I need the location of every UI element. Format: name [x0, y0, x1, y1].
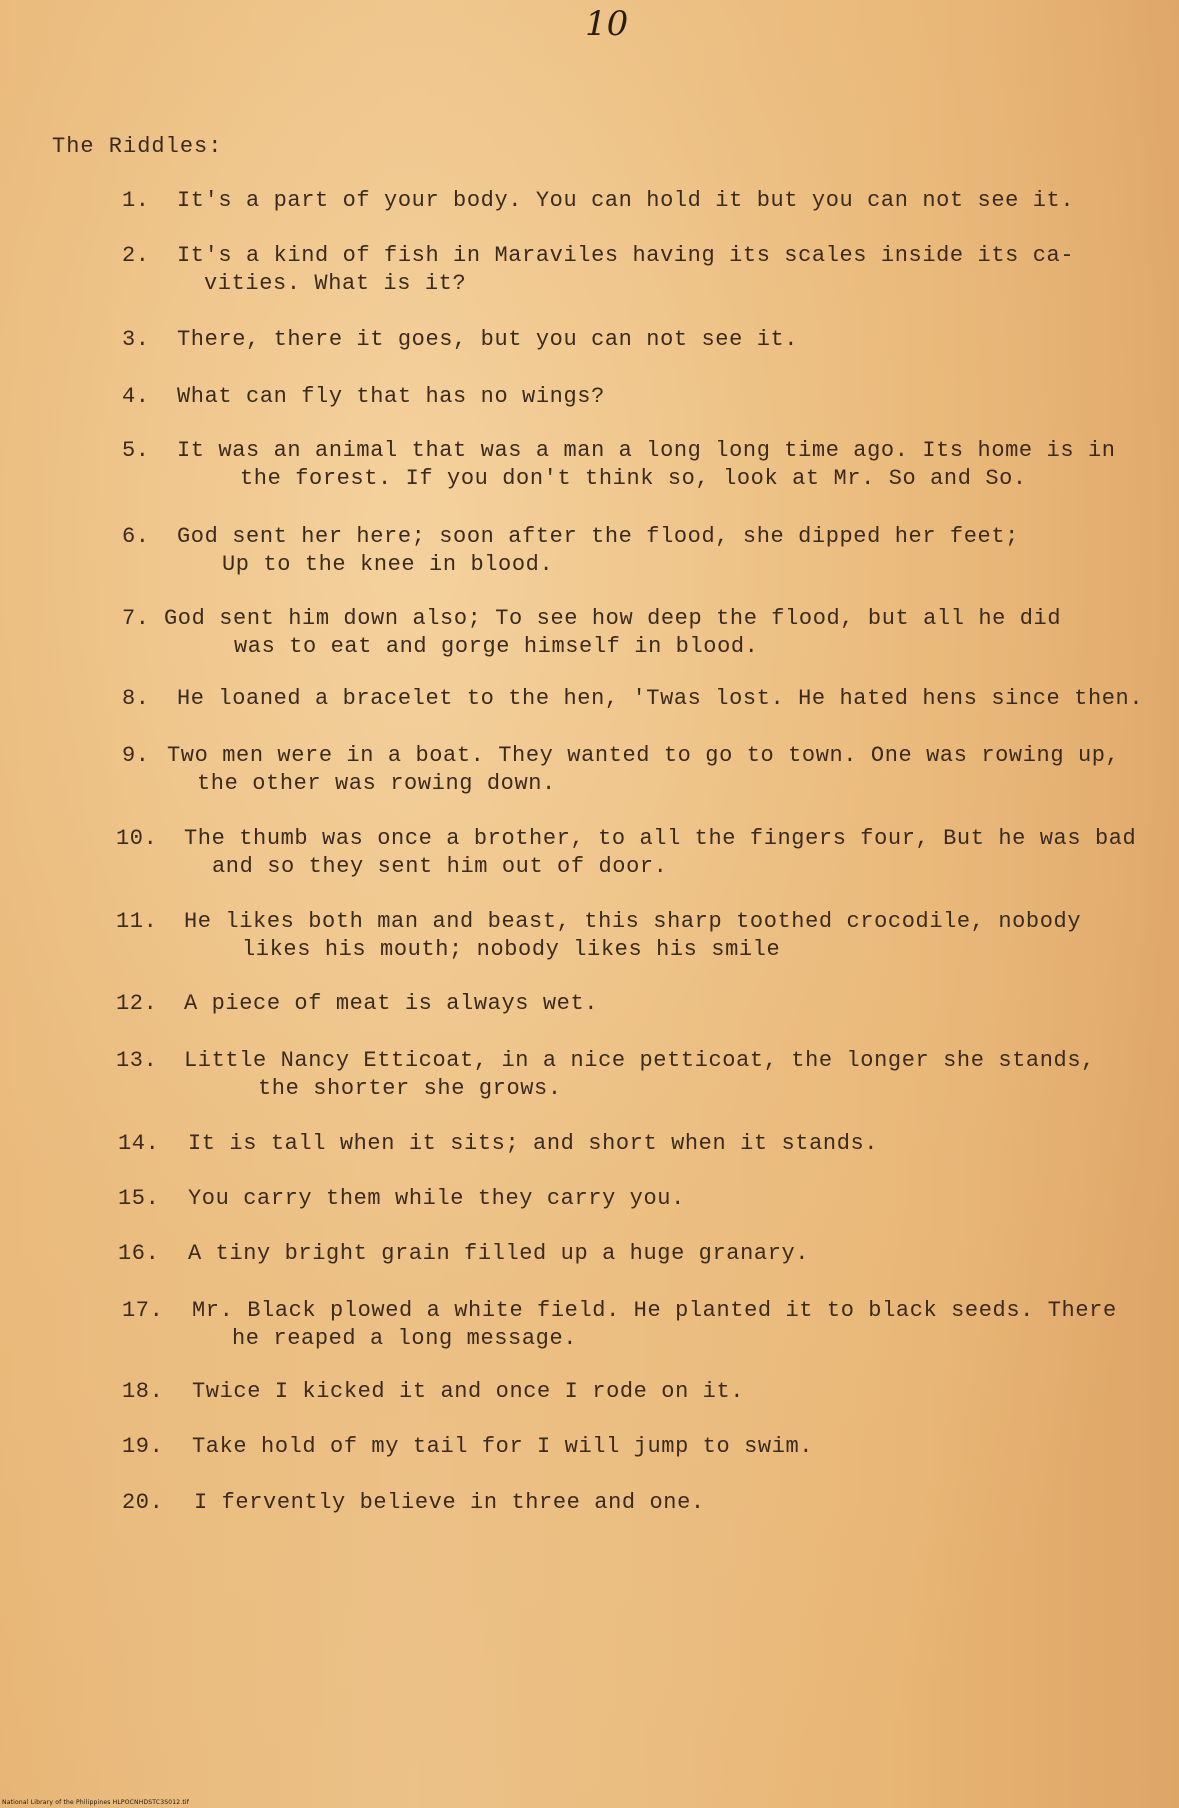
riddle-number: 5. — [122, 438, 150, 463]
riddle-text: The thumb was once a brother, to all the fingers four, But he was bad — [184, 826, 1137, 851]
riddle-text: I fervently believe in three and one. — [194, 1490, 705, 1515]
riddle-number: 12. — [116, 991, 158, 1016]
riddle-text-continued: likes his mouth; nobody likes his smile — [242, 937, 781, 962]
riddle-text: A tiny bright grain filled up a huge granary. — [188, 1241, 810, 1266]
riddle-text-continued: Up to the knee in blood. — [222, 552, 554, 577]
riddle-number: 19. — [122, 1434, 164, 1459]
page-number: 10 — [585, 4, 629, 44]
riddle-text: It was an animal that was a man a long long time ago. Its home is in — [177, 438, 1116, 463]
riddle-number: 13. — [116, 1048, 158, 1073]
riddle-text: It's a kind of fish in Maraviles having its scales inside its ca- — [177, 243, 1075, 268]
riddle-text: God sent her here; soon after the flood, she dipped her feet; — [177, 524, 1019, 549]
riddle-text-continued: vities. What is it? — [204, 271, 467, 296]
riddle-text-continued: he reaped a long message. — [232, 1326, 578, 1351]
riddle-text: It's a part of your body. You can hold it but you can not see it. — [177, 188, 1075, 213]
riddle-text: Two men were in a boat. They wanted to go to town. One was rowing up, — [167, 743, 1120, 768]
riddle-number: 20. — [122, 1490, 164, 1515]
riddle-number: 17. — [122, 1298, 164, 1323]
riddle-number: 2. — [122, 243, 150, 268]
section-heading: The Riddles: — [52, 134, 223, 159]
riddle-text: There, there it goes, but you can not see it. — [177, 327, 799, 352]
riddle-number: 11. — [116, 909, 158, 934]
riddle-number: 10. — [116, 826, 158, 851]
riddle-text-continued: the forest. If you don't think so, look at Mr. So and So. — [240, 466, 1027, 491]
riddle-text-continued: the shorter she grows. — [258, 1076, 562, 1101]
riddle-text: Little Nancy Etticoat, in a nice petticoat, the longer she stands, — [184, 1048, 1095, 1073]
riddle-text: He likes both man and beast, this sharp toothed crocodile, nobody — [184, 909, 1082, 934]
riddle-number: 4. — [122, 384, 150, 409]
scan-footer-caption: National Library of the Philippines HLPOCNHDSTC3S012.tif — [2, 1799, 190, 1806]
riddle-number: 9. — [122, 743, 150, 768]
riddle-text: Take hold of my tail for I will jump to swim. — [192, 1434, 814, 1459]
riddle-number: 6. — [122, 524, 150, 549]
riddle-number: 14. — [118, 1131, 160, 1156]
riddle-number: 1. — [122, 188, 150, 213]
riddle-number: 7. — [122, 606, 150, 631]
riddle-text: Twice I kicked it and once I rode on it. — [192, 1379, 745, 1404]
riddle-number: 18. — [122, 1379, 164, 1404]
riddle-number: 3. — [122, 327, 150, 352]
riddle-text: You carry them while they carry you. — [188, 1186, 685, 1211]
riddle-text: God sent him down also; To see how deep the flood, but all he did — [164, 606, 1062, 631]
riddle-text: Mr. Black plowed a white field. He planted it to black seeds. There — [192, 1298, 1117, 1323]
riddle-text-continued: was to eat and gorge himself in blood. — [234, 634, 759, 659]
riddle-text-continued: and so they sent him out of door. — [212, 854, 668, 879]
riddle-text: It is tall when it sits; and short when it stands. — [188, 1131, 879, 1156]
riddle-text: A piece of meat is always wet. — [184, 991, 599, 1016]
riddle-text: He loaned a bracelet to the hen, 'Twas lost. He hated hens since then. — [177, 686, 1144, 711]
riddle-number: 15. — [118, 1186, 160, 1211]
riddle-number: 16. — [118, 1241, 160, 1266]
riddle-text: What can fly that has no wings? — [177, 384, 605, 409]
riddle-text-continued: the other was rowing down. — [197, 771, 556, 796]
riddle-number: 8. — [122, 686, 150, 711]
